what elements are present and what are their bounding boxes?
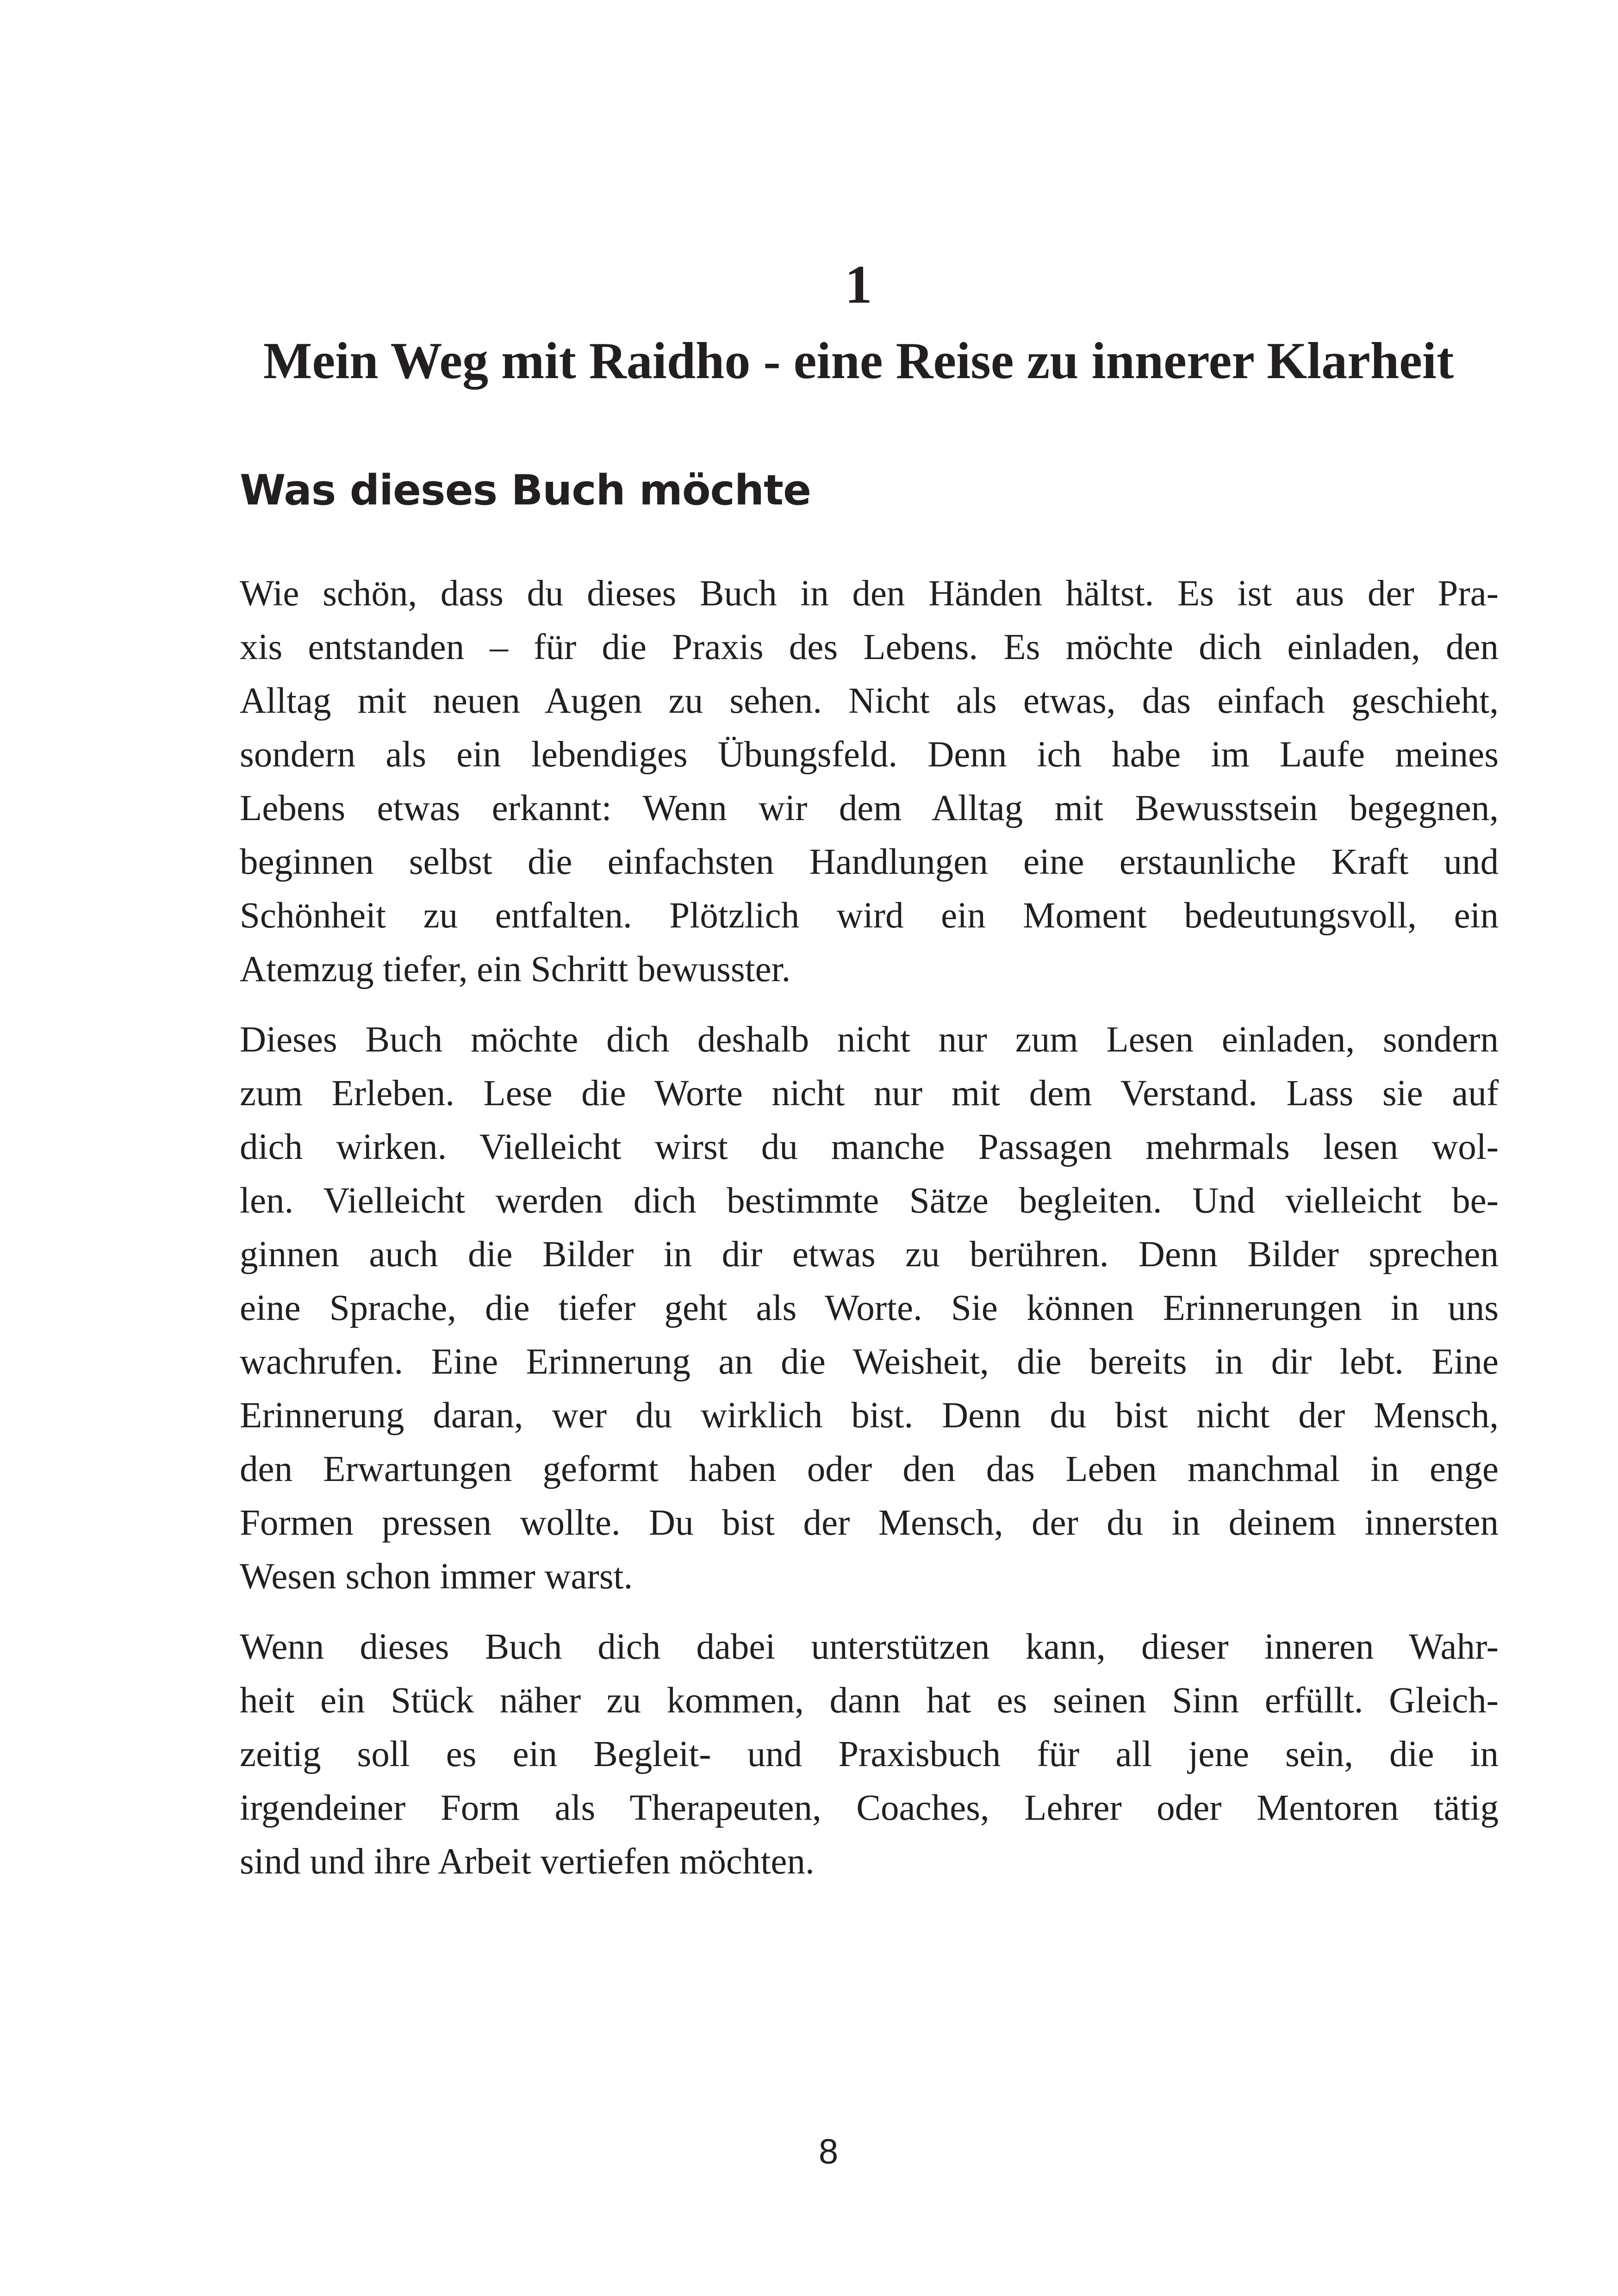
text-line: len. Vielleicht werden dich bestimmte Sätze begleiten. Und vielleicht be- (240, 1181, 1499, 1221)
text-line: Wenn dieses Buch dich dabei unterstützen kann, dieser inneren Wahr- (240, 1627, 1499, 1667)
chapter-title: Mein Weg mit Raidho - eine Reise zu innerer Klarheit (263, 332, 1454, 390)
text-line: Wesen schon immer warst. (240, 1556, 633, 1597)
text-line: wachrufen. Eine Erinnerung an die Weisheit, die bereits in dir lebt. Eine (240, 1342, 1499, 1382)
text-line: Erinnerung daran, wer du wirklich bist. Denn du bist nicht der Mensch, (240, 1395, 1499, 1436)
text-line: dich wirken. Vielleicht wirst du manche Passagen mehrmals lesen wol- (240, 1127, 1499, 1167)
paragraph-3 (240, 1620, 1499, 1889)
text-line: zeitig soll es ein Begleit- und Praxisbuch für all jene sein, die in (240, 1734, 1499, 1774)
text-line: Lebens etwas erkannt: Wenn wir dem Alltag mit Bewusstsein begegnen, (240, 788, 1499, 828)
text-line: Alltag mit neuen Augen zu sehen. Nicht als etwas, das einfach geschieht, (240, 681, 1499, 721)
paragraph-2 (240, 1013, 1499, 1604)
text-line: ginnen auch die Bilder in dir etwas zu berühren. Denn Bilder sprechen (240, 1234, 1499, 1275)
text-line: xis entstanden – für die Praxis des Lebens. Es möchte dich einladen, den (240, 627, 1499, 667)
text-line: eine Sprache, die tiefer geht als Worte. Sie können Erinnerungen in uns (240, 1288, 1499, 1328)
chapter-number: 1 (845, 254, 872, 315)
text-line: beginnen selbst die einfachsten Handlungen eine erstaunliche Kraft und (240, 842, 1499, 882)
text-line: sondern als ein lebendiges Übungsfeld. Denn ich habe im Laufe meines (240, 734, 1499, 775)
text-line: heit ein Stück näher zu kommen, dann hat es seinen Sinn erfüllt. Gleich- (240, 1680, 1499, 1721)
text-line: Formen pressen wollte. Du bist der Mensch, der du in deinem innersten (240, 1503, 1499, 1543)
text-line: irgendeiner Form als Therapeuten, Coaches, Lehrer oder Mentoren tätig (240, 1788, 1499, 1828)
body-text (240, 567, 1499, 1905)
text-line: Wie schön, dass du dieses Buch in den Händen hältst. Es ist aus der Pra- (240, 573, 1499, 614)
text-line: sind und ihre Arbeit vertiefen möchten. (240, 1842, 815, 1882)
text-line: Schönheit zu entfalten. Plötzlich wird ein Moment bedeutungsvoll, ein (240, 896, 1499, 936)
section-heading: Was dieses Buch möchte (240, 466, 811, 515)
text-line: Dieses Buch möchte dich deshalb nicht nur zum Lesen einladen, sondern (240, 1020, 1499, 1060)
text-line: Atemzug tiefer, ein Schritt bewusster. (240, 949, 791, 989)
text-line: zum Erleben. Lese die Worte nicht nur mit dem Verstand. Lass sie auf (240, 1073, 1499, 1114)
text-line: den Erwartungen geformt haben oder den das Leben manchmal in enge (240, 1449, 1499, 1489)
paragraph-1 (240, 567, 1499, 996)
page-number: 8 (818, 2132, 839, 2172)
